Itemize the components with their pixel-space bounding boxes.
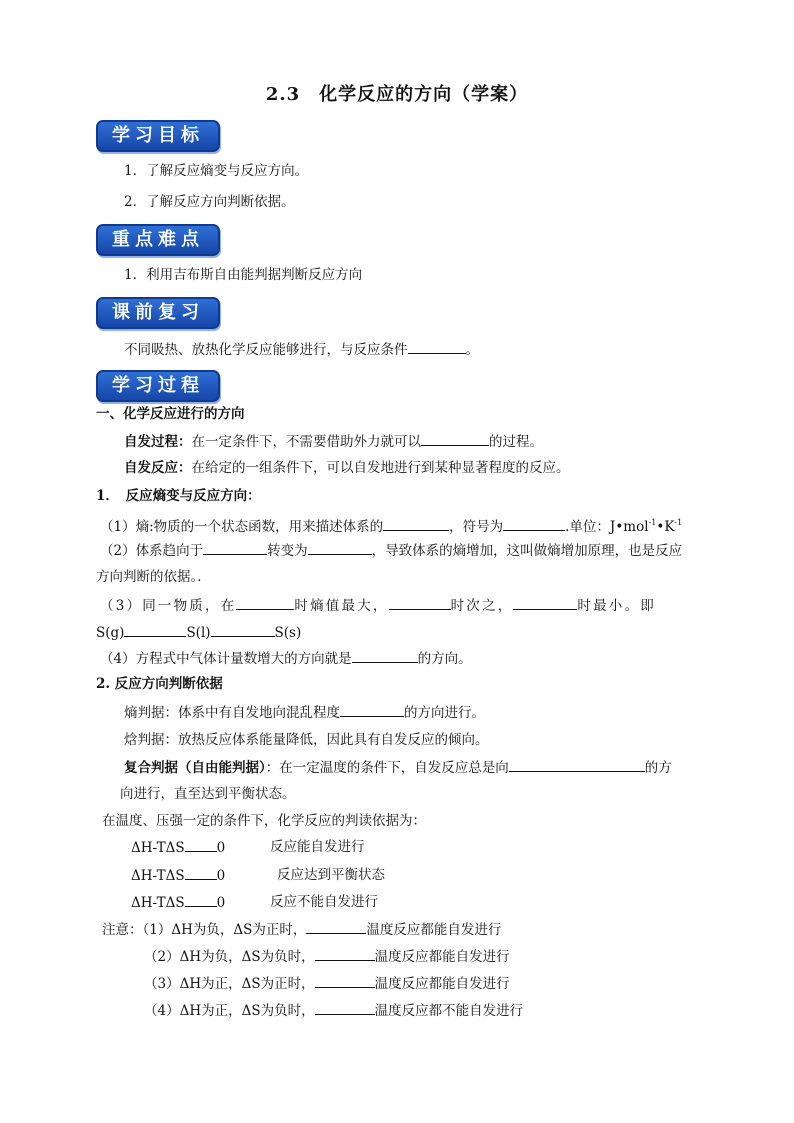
text-segment: 的方向进行。 <box>404 705 485 721</box>
text-segment: 温度反应都不能自发进行 <box>374 1003 524 1019</box>
gibbs-criterion-cont: 向进行，直至达到平衡状态。 <box>120 786 296 802</box>
text-segment: （2）ΔH为负，ΔS为负时， <box>144 949 315 965</box>
text-segment: 时熵值最大， <box>294 598 389 614</box>
text-segment: 转变为 <box>267 543 308 559</box>
text-segment: （4）ΔH为正，ΔS为负时， <box>144 1003 315 1019</box>
criterion-result: 反应能自发进行 <box>270 839 365 855</box>
fill-blank[interactable] <box>185 893 217 907</box>
criterion-row <box>131 838 225 857</box>
zero: 0 <box>216 868 226 884</box>
section-badge-review: 课前复习 <box>96 297 220 329</box>
fill-blank[interactable] <box>185 866 217 880</box>
fill-blank[interactable] <box>389 596 451 610</box>
expression: ΔH-TΔS <box>131 895 185 911</box>
spontaneous-reaction <box>124 459 570 477</box>
text-segment: ，导致体系的熵增加，这叫做熵增加原理，也是反应 <box>371 543 683 559</box>
criterion-row <box>131 893 225 912</box>
text-segment: （2）体系趋向于 <box>100 543 204 559</box>
objective-item: 2．了解反应方向判断依据。 <box>124 194 295 210</box>
text-segment: 温度反应都能自发进行 <box>374 976 510 992</box>
review-question <box>124 340 479 359</box>
note-line <box>144 974 510 993</box>
text-segment: 的方向。 <box>417 651 472 667</box>
text-segment: 熵判据：体系中有自发地向混乱程度 <box>124 705 340 721</box>
fill-blank[interactable] <box>306 920 366 934</box>
text-segment: S(g) <box>96 625 125 641</box>
note-line <box>144 947 510 966</box>
zero: 0 <box>216 840 226 856</box>
spontaneous-process <box>124 432 543 451</box>
fill-blank[interactable] <box>203 541 267 555</box>
fill-blank[interactable] <box>340 703 404 717</box>
expression: ΔH-TΔS <box>131 868 185 884</box>
sub1-line-3: 方向判断的依据。． <box>96 569 211 585</box>
fill-blank[interactable] <box>315 947 375 961</box>
fill-blank[interactable] <box>308 541 372 555</box>
text-segment: 在给定的一组条件下，可以自发地进行到某种显著程度的反应。 <box>191 460 570 476</box>
sub1-line-2 <box>100 541 682 560</box>
fill-blank[interactable] <box>315 1001 375 1015</box>
key-point-item: 1．利用吉布斯自由能判据判断反应方向 <box>124 267 363 283</box>
criterion-result: 反应达到平衡状态 <box>277 867 385 883</box>
review-text: 不同吸热、放热化学反应能够进行，与反应条件 <box>124 342 408 358</box>
sub1-line-4 <box>100 596 656 615</box>
note-line <box>102 920 501 939</box>
gibbs-criterion <box>124 758 672 777</box>
criterion-result: 反应不能自发进行 <box>270 894 378 910</box>
fill-blank[interactable] <box>408 340 466 354</box>
text-segment: 在一定条件下，不需要借助外力就可以 <box>191 434 421 450</box>
fill-blank[interactable] <box>503 517 565 531</box>
fill-blank[interactable] <box>236 596 294 610</box>
term-label: 自发反应： <box>124 460 192 476</box>
sub1-line-1 <box>100 514 682 536</box>
fill-blank[interactable] <box>185 838 217 852</box>
text-segment: （4）方程式中气体计量数增大的方向就是 <box>100 651 352 667</box>
sub2-heading: 2. 反应方向判断依据 <box>96 676 223 692</box>
criterion-row <box>131 866 225 885</box>
text-segment: •K <box>656 519 675 535</box>
term-label: 复合判据（自由能判据） <box>124 760 266 776</box>
fill-blank[interactable] <box>509 758 645 772</box>
text-segment: .单位：J•mol <box>565 519 649 535</box>
text-segment: 注意：（1）ΔH为负，ΔS为正时， <box>102 922 307 938</box>
text-segment: S(l) <box>186 625 211 641</box>
note-line <box>144 1001 523 1020</box>
section-badge-key-points: 重点难点 <box>96 224 220 256</box>
text-segment: 温度反应都能自发进行 <box>374 949 510 965</box>
text-segment: 的方 <box>644 760 672 776</box>
section-badge-objectives: 学习目标 <box>96 120 220 152</box>
fill-blank[interactable] <box>211 623 275 637</box>
document-title: 2.3 化学反应的方向（学案） <box>265 84 529 105</box>
sub1-line-6 <box>100 649 472 668</box>
fill-blank[interactable] <box>124 623 186 637</box>
fill-blank[interactable] <box>513 596 577 610</box>
criteria-intro: 在温度、压强一定的条件下，化学反应的判读依据为： <box>102 813 426 829</box>
text-segment: （3）ΔH为正，ΔS为正时， <box>144 976 315 992</box>
text-segment: （1）熵:物质的一个状态函数，用来描述体系的 <box>100 519 384 535</box>
text-segment: 时最小。即 <box>577 598 656 614</box>
section-badge-process: 学习过程 <box>96 370 220 402</box>
text-segment: 温度反应都能自发进行 <box>366 922 502 938</box>
review-end: 。 <box>465 342 479 358</box>
objective-item: 1．了解反应熵变与反应方向。 <box>124 163 309 179</box>
part1-heading: 一、化学反应进行的方向 <box>96 406 245 422</box>
entropy-criterion <box>124 703 485 722</box>
text-segment: S(s) <box>274 625 302 641</box>
fill-blank[interactable] <box>352 649 418 663</box>
text-segment: （3）同一物质，在 <box>100 598 237 614</box>
text-segment: ：在一定温度的条件下，自发反应总是向 <box>265 760 509 776</box>
fill-blank[interactable] <box>315 974 375 988</box>
text-segment: 时次之， <box>450 598 514 614</box>
fill-blank[interactable] <box>383 517 449 531</box>
superscript: -1 <box>674 518 683 527</box>
sub1-line-5 <box>96 623 301 642</box>
text-segment: ，符号为 <box>449 519 504 535</box>
zero: 0 <box>216 895 226 911</box>
term-label: 自发过程： <box>124 434 192 450</box>
expression: ΔH-TΔS <box>131 840 185 856</box>
sub1-heading: 1． 反应熵变与反应方向： <box>96 488 261 504</box>
fill-blank[interactable] <box>421 432 489 446</box>
text-segment: 的过程。 <box>489 434 543 450</box>
enthalpy-criterion: 焓判据：放热反应体系能量降低，因此具有自发反应的倾向。 <box>124 732 489 748</box>
superscript: -1 <box>648 518 657 527</box>
